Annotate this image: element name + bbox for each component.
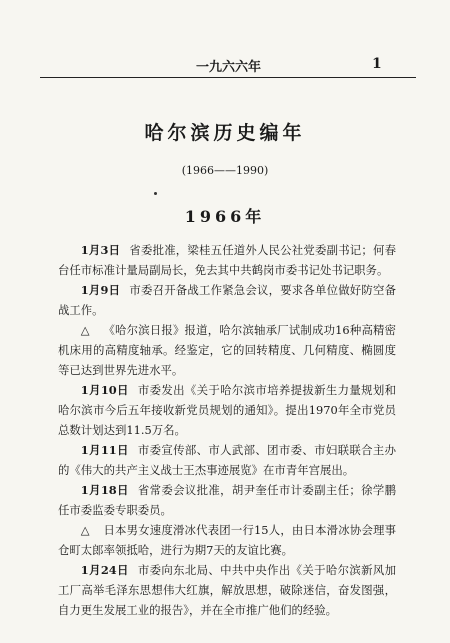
book-year-range: (1966——1990)	[181, 164, 269, 177]
chronicle-entry	[58, 520, 396, 560]
entry-date: 1月24日	[80, 563, 129, 577]
book-title: 哈尔滨历史编年	[144, 122, 306, 144]
running-head-year: 一九六六年	[196, 60, 262, 75]
entry-date: 1月18日	[80, 483, 129, 497]
header-rule	[40, 77, 416, 78]
chronicle-entry	[58, 380, 396, 440]
entry-triangle-marker: △	[80, 323, 90, 337]
entry-text: 日本男女速度滑冰代表团一行15人，由日本滑冰协会理事仓町太郎率领抵哈，进行为期7天的友谊比赛。	[58, 523, 397, 557]
chronicle-entry	[58, 240, 396, 280]
entry-text: 《哈尔滨日报》报道，哈尔滨轴承厂试制成功16种高精密机床用的高精度轴承。经鉴定，它的回转精度、几何精度、椭圆度等已达到世界先进水平。	[58, 323, 397, 377]
entry-date: 1月9日	[80, 283, 121, 297]
entry-date: 1月3日	[80, 243, 121, 257]
chronicle-entry	[58, 480, 396, 520]
entry-text: 市委发出《关于哈尔滨市培养提拔新生力量规划和哈尔滨市今后五年接收新党员规划的通知》。提出1970年全市党员总数计划达到11.5万名。	[58, 383, 396, 437]
year-heading: 1966年	[184, 207, 266, 226]
chronicle-entries	[58, 240, 396, 620]
print-speck	[154, 192, 157, 195]
entry-text: 省常委会议批准，胡尹奎任市计委副主任；徐学鹏任市委监委专职委员。	[58, 483, 396, 517]
entry-date: 1月10日	[80, 383, 129, 397]
chronicle-entry	[58, 440, 396, 480]
entry-text: 市委召开备战工作紧急会议，要求各单位做好防空备战工作。	[58, 283, 396, 317]
chronicle-entry	[58, 320, 396, 380]
chronicle-entry	[58, 280, 396, 320]
chronicle-entry	[58, 560, 396, 620]
entry-date: 1月11日	[80, 443, 129, 457]
entry-text: 市委向东北局、中共中央作出《关于哈尔滨新风加工厂高举毛泽东思想伟大红旗，解放思想，破除迷信，奋发图强，自力更生发展工业的报告》，并在全市推广他们的经验。	[58, 563, 396, 617]
page-number: 1	[372, 56, 382, 72]
entry-triangle-marker: △	[80, 523, 90, 537]
entry-text: 省委批准，梁桂五任道外人民公社党委副书记；何春台任市标准计量局副局长，免去其中共鹤岗市委书记处书记职务。	[58, 243, 396, 277]
entry-text: 市委宣传部、市人武部、团市委、市妇联联合主办的《伟大的共产主义战士王杰事迹展览》在市青年宫展出。	[58, 443, 396, 477]
